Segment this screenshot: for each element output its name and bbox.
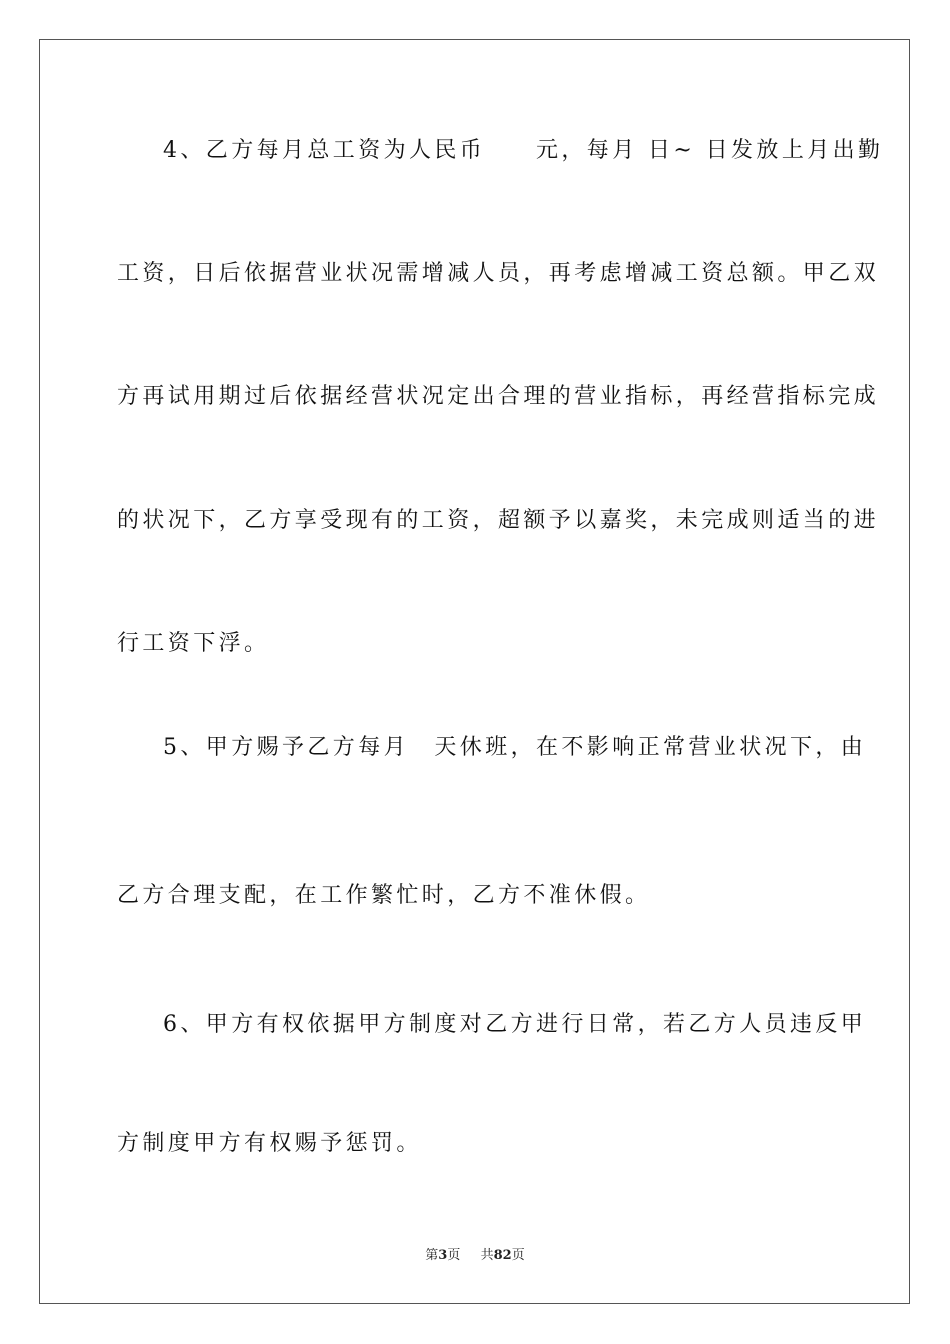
paragraph-6-line-1: 6、甲方有权依据甲方制度对乙方进行日常，若乙方人员违反甲 (163, 1012, 867, 1037)
paragraph-4-line-4: 的状况下，乙方享受现有的工资，超额予以嘉奖，未完成则适当的进 (117, 508, 880, 533)
footer-page-number: 3 (438, 1248, 448, 1263)
paragraph-4-line-1: 4、乙方每月总工资为人民币 元，每月 日~ 日发放上月出勤 (163, 138, 884, 163)
paragraph-5-line-1: 5、甲方赐予乙方每月 天休班，在不影响正常营业状况下，由 (163, 735, 867, 760)
page-frame (39, 39, 910, 1304)
page-footer (0, 1248, 950, 1264)
footer-total-prefix: 共 (480, 1248, 494, 1263)
footer-total-suffix: 页 (511, 1248, 525, 1263)
footer-page-prefix: 第 (425, 1248, 439, 1263)
paragraph-4-line-3: 方再试用期过后依据经营状况定出合理的营业指标，再经营指标完成 (117, 384, 880, 409)
footer-page-suffix: 页 (447, 1248, 461, 1263)
paragraph-5-line-2: 乙方合理支配，在工作繁忙时，乙方不准休假。 (117, 883, 651, 908)
paragraph-6-line-2: 方制度甲方有权赐予惩罚。 (117, 1131, 422, 1156)
paragraph-4-line-2: 工资，日后依据营业状况需增减人员，再考虑增减工资总额。甲乙双 (117, 261, 880, 286)
paragraph-4-line-5: 行工资下浮。 (117, 631, 270, 656)
footer-total-pages: 82 (493, 1248, 512, 1263)
